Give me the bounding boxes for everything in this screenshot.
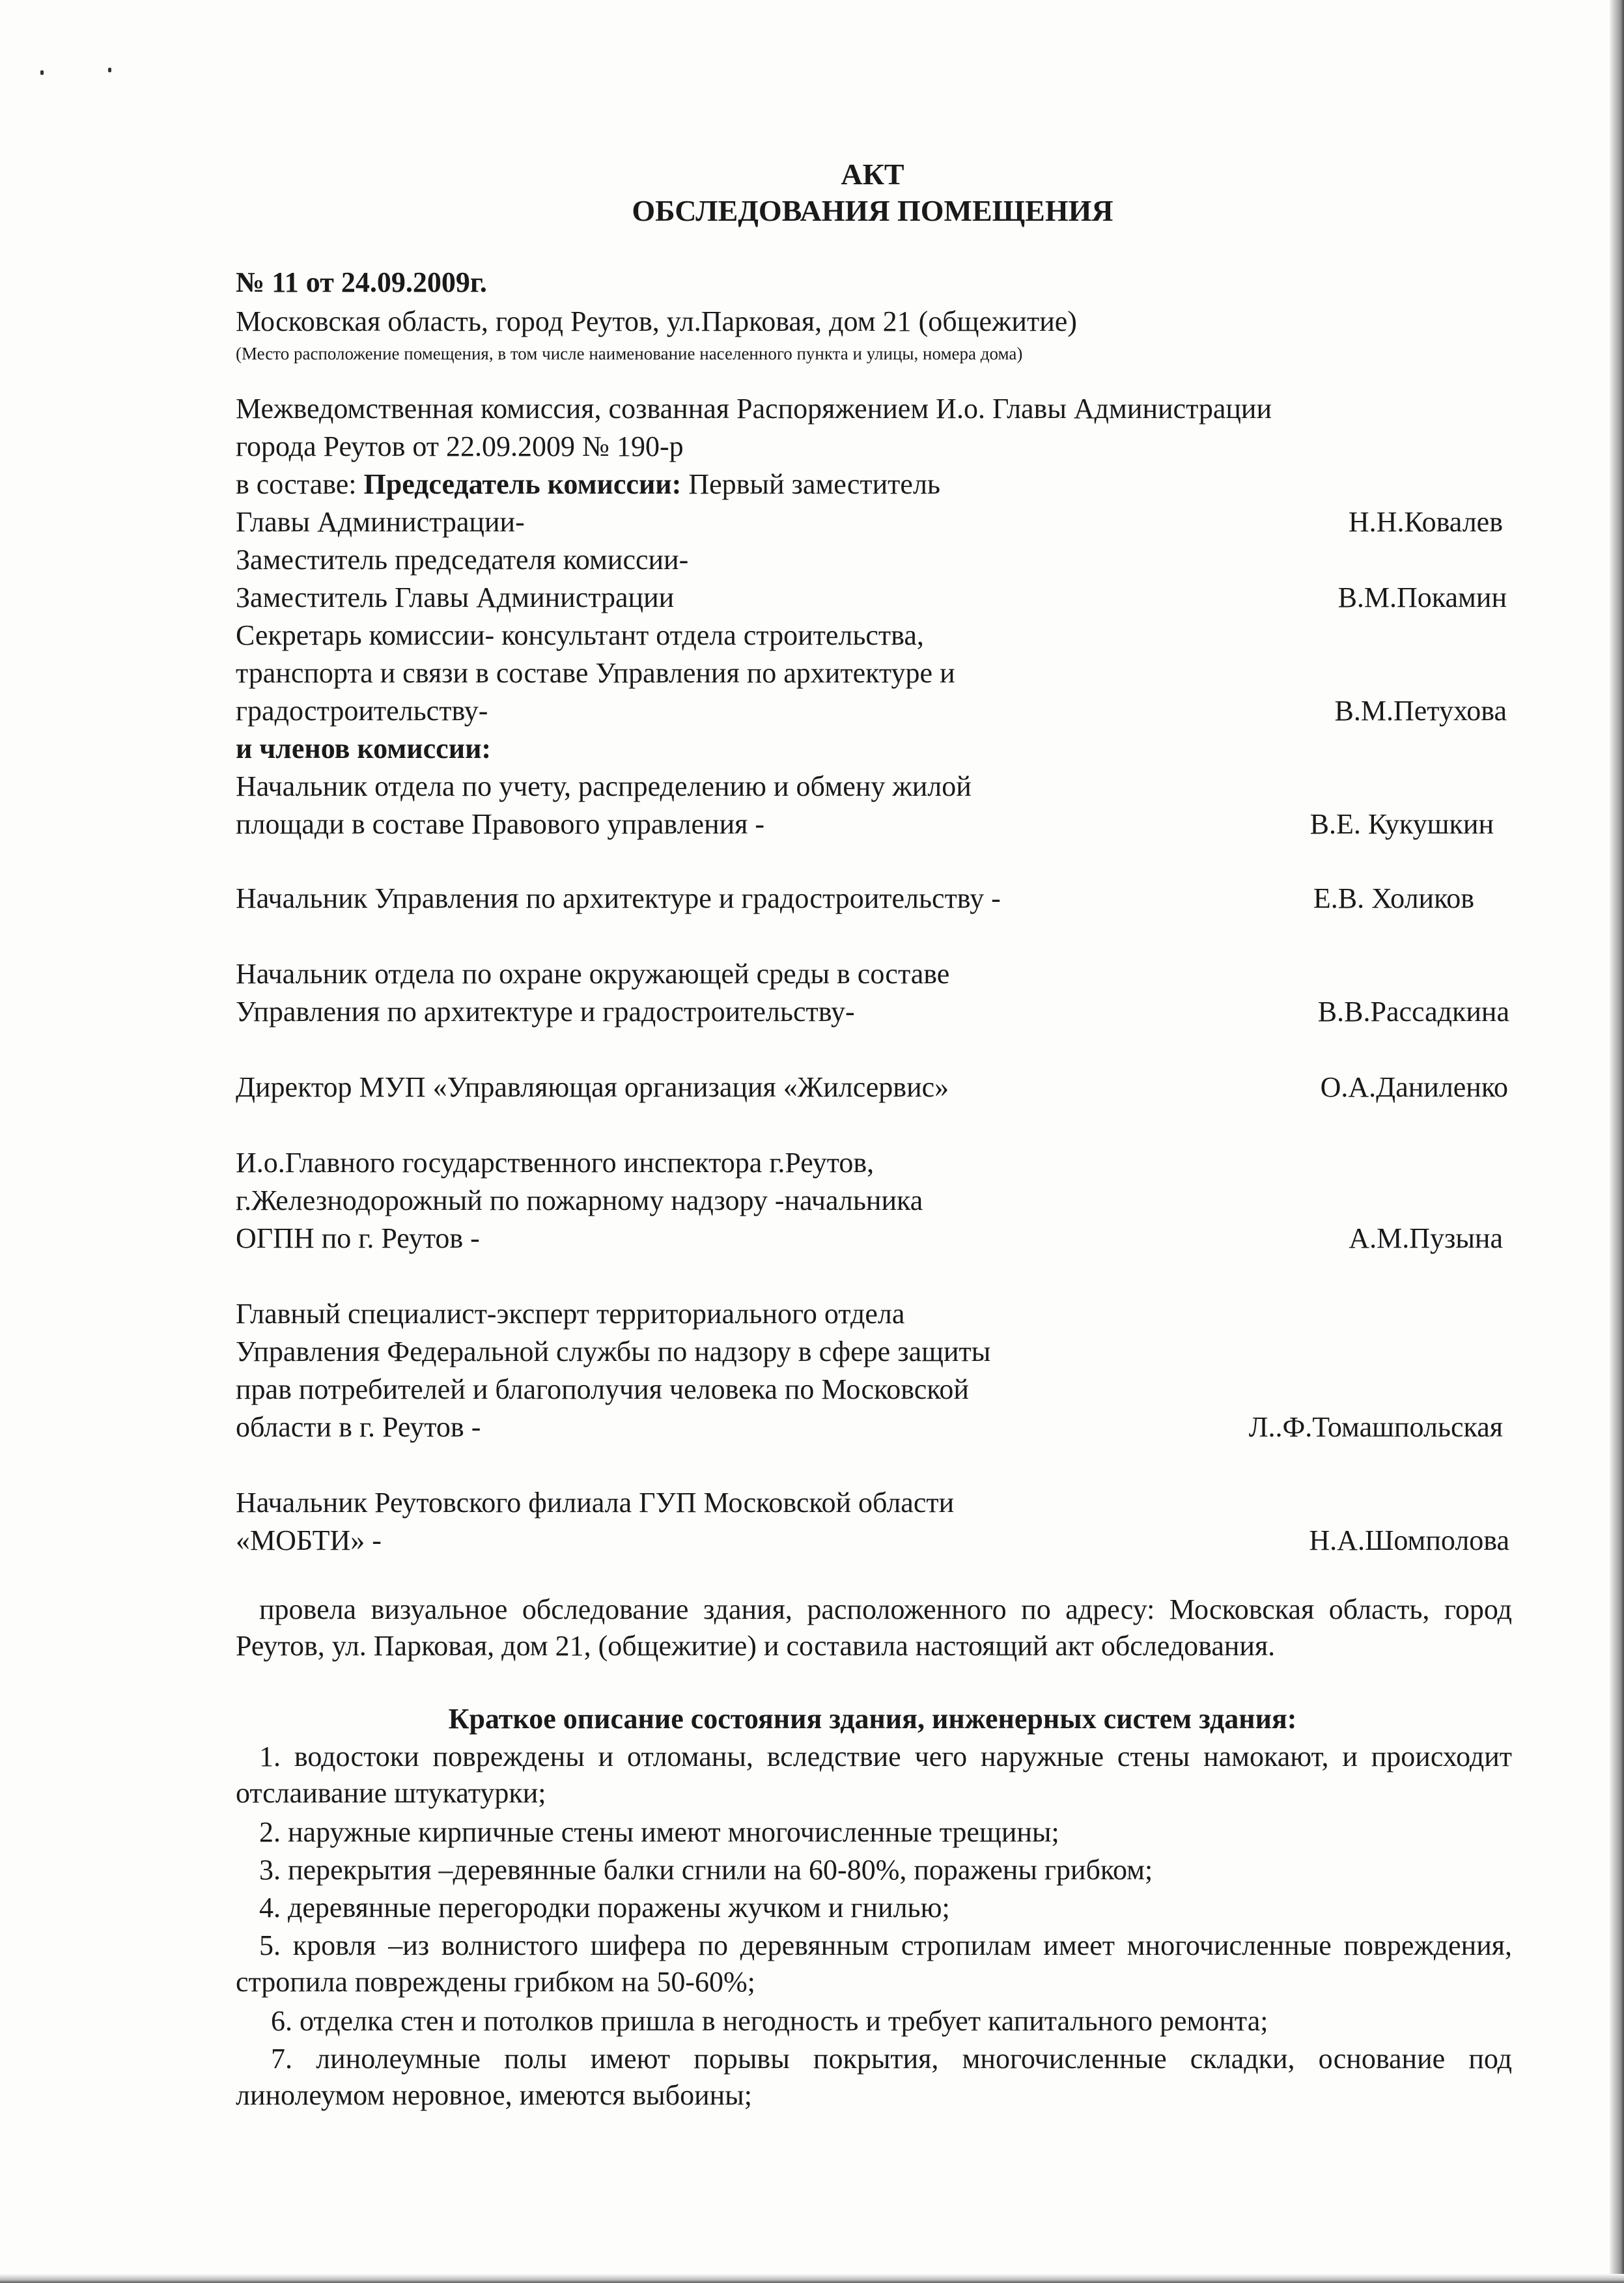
list-item-text: 4. деревянные перегородки поражены жучком и гнилью; (259, 1892, 950, 1924)
member-name: В.Е. Кукушкин (1309, 808, 1494, 840)
member-role-line: Главный специалист-эксперт территориального отдела (236, 1298, 905, 1330)
list-item (236, 2003, 1512, 2039)
commission-intro-line2: города Реутов от 22.09.2009 № 190-р (236, 430, 684, 462)
secretary-line3: градостроительству- (236, 695, 488, 727)
chair-role-line2: Главы Администрации- (236, 506, 525, 538)
list-item-text: 6. отделка стен и потолков пришла в негодность и требует капитального ремонта; (271, 2005, 1268, 2037)
list-item-text: 2. наружные кирпичные стены имеют многочисленные трещины; (259, 1816, 1059, 1848)
member-role-line: Управления Федеральной службы по надзору в сфере защиты (236, 1336, 991, 1367)
member-role-line: прав потребителей и благополучия человека по Московской (236, 1373, 969, 1405)
secretary-name: В.М.Петухова (1334, 695, 1507, 727)
member-role-line: Начальник Реутовского филиала ГУП Московской области (236, 1487, 955, 1519)
section-heading: Краткое описание состояния здания, инженерных систем здания: (448, 1703, 1297, 1735)
document-title: АКТ (841, 158, 904, 191)
secretary-line2: транспорта и связи в составе Управления по архитектуре и (236, 657, 955, 689)
member-role-line: Начальник отдела по охране окружающей среды в составе (236, 958, 950, 990)
scan-speck (40, 70, 44, 75)
list-item-text: 7. линолеумные полы имеют порывы покрытия, многочисленные складки, основание под линолеумом неровное, имеются выбоины; (236, 2043, 1512, 2111)
list-item (236, 1814, 1512, 1851)
act-number-date: № 11 от 24.09.2009г. (236, 266, 487, 298)
member-name: Н.А.Шомполова (1309, 1524, 1509, 1556)
member-role-line: Начальник отдела по учету, распределению и обмену жилой (236, 770, 972, 802)
scan-speck (108, 68, 111, 72)
list-item-text: 5. кровля –из волнистого шифера по деревянным стропилам имеет многочисленные повреждения, стропила повреждены грибком на 50-60%; (236, 1929, 1512, 1998)
member-role-line: Начальник Управления по архитектуре и градостроительству - (236, 882, 1001, 914)
list-item (236, 1890, 1512, 1926)
member-name: Л..Ф.Томашпольская (1248, 1411, 1503, 1443)
chair-label: Председатель комиссии: (363, 468, 682, 500)
member-role-line: Директор МУП «Управляющая организация «Жилсервис» (236, 1071, 949, 1103)
list-item (236, 1852, 1512, 1888)
commission-intro-line1: Межведомственная комиссия, созванная Распоряжением И.о. Главы Администрации (236, 393, 1272, 425)
list-item-text: 3. перекрытия –деревянные балки сгнили на 60-80%, поражены грибком; (259, 1854, 1153, 1886)
member-role-line: ОГПН по г. Реутов - (236, 1222, 480, 1254)
member-name: А.М.Пузына (1349, 1222, 1503, 1254)
scan-edge-right (1610, 0, 1624, 2283)
survey-paragraph (236, 1591, 1512, 1664)
survey-paragraph-text: провела визуальное обследование здания, расположенного по адресу: Московская область, город Реутов, ул. Парковая, дом 21, (общежитие) и составила настоящий акт обследования. (236, 1593, 1512, 1662)
member-role-line: площади в составе Правового управления - (236, 808, 765, 840)
secretary-line1: Секретарь комиссии- консультант отдела строительства, (236, 619, 924, 651)
list-item (236, 1927, 1512, 2000)
member-name: Е.В. Холиков (1313, 882, 1474, 914)
member-role-line: г.Железнодорожный по пожарному надзору -начальника (236, 1184, 923, 1216)
member-role-line: области в г. Реутов - (236, 1411, 481, 1443)
member-role-line: «МОБТИ» - (236, 1524, 382, 1556)
chair-name: Н.Н.Ковалев (1348, 506, 1503, 538)
list-item-text: 1. водостоки повреждены и отломаны, вследствие чего наружные стены намокают, и происходит отслаивание штукатурки; (236, 1741, 1512, 1809)
members-label: и членов комиссии: (236, 733, 492, 764)
deputy-line1: Заместитель председателя комиссии- (236, 544, 689, 576)
member-role-line: Управления по архитектуре и градостроительству- (236, 996, 855, 1028)
member-role-line: И.о.Главного государственного инспектора г.Реутов, (236, 1147, 875, 1179)
address-caption: (Место расположение помещения, в том числе наименование населенного пункта и улицы, номера дома) (236, 344, 1023, 363)
member-name: О.А.Даниленко (1320, 1071, 1508, 1103)
document-subtitle: ОБСЛЕДОВАНИЯ ПОМЕЩЕНИЯ (632, 194, 1113, 227)
chair-role-line1: Первый заместитель (681, 468, 940, 500)
composition-line (236, 466, 940, 503)
list-item (236, 2041, 1512, 2114)
scan-edge-bottom (0, 2274, 1624, 2283)
member-name: В.В.Рассадкина (1317, 996, 1509, 1028)
list-item (236, 1739, 1512, 1812)
address-line: Московская область, город Реутов, ул.Парковая, дом 21 (общежитие) (236, 305, 1077, 337)
deputy-line2: Заместитель Главы Администрации (236, 581, 675, 613)
deputy-name: В.М.Покамин (1337, 581, 1507, 613)
composition-prefix: в составе: (236, 468, 364, 500)
